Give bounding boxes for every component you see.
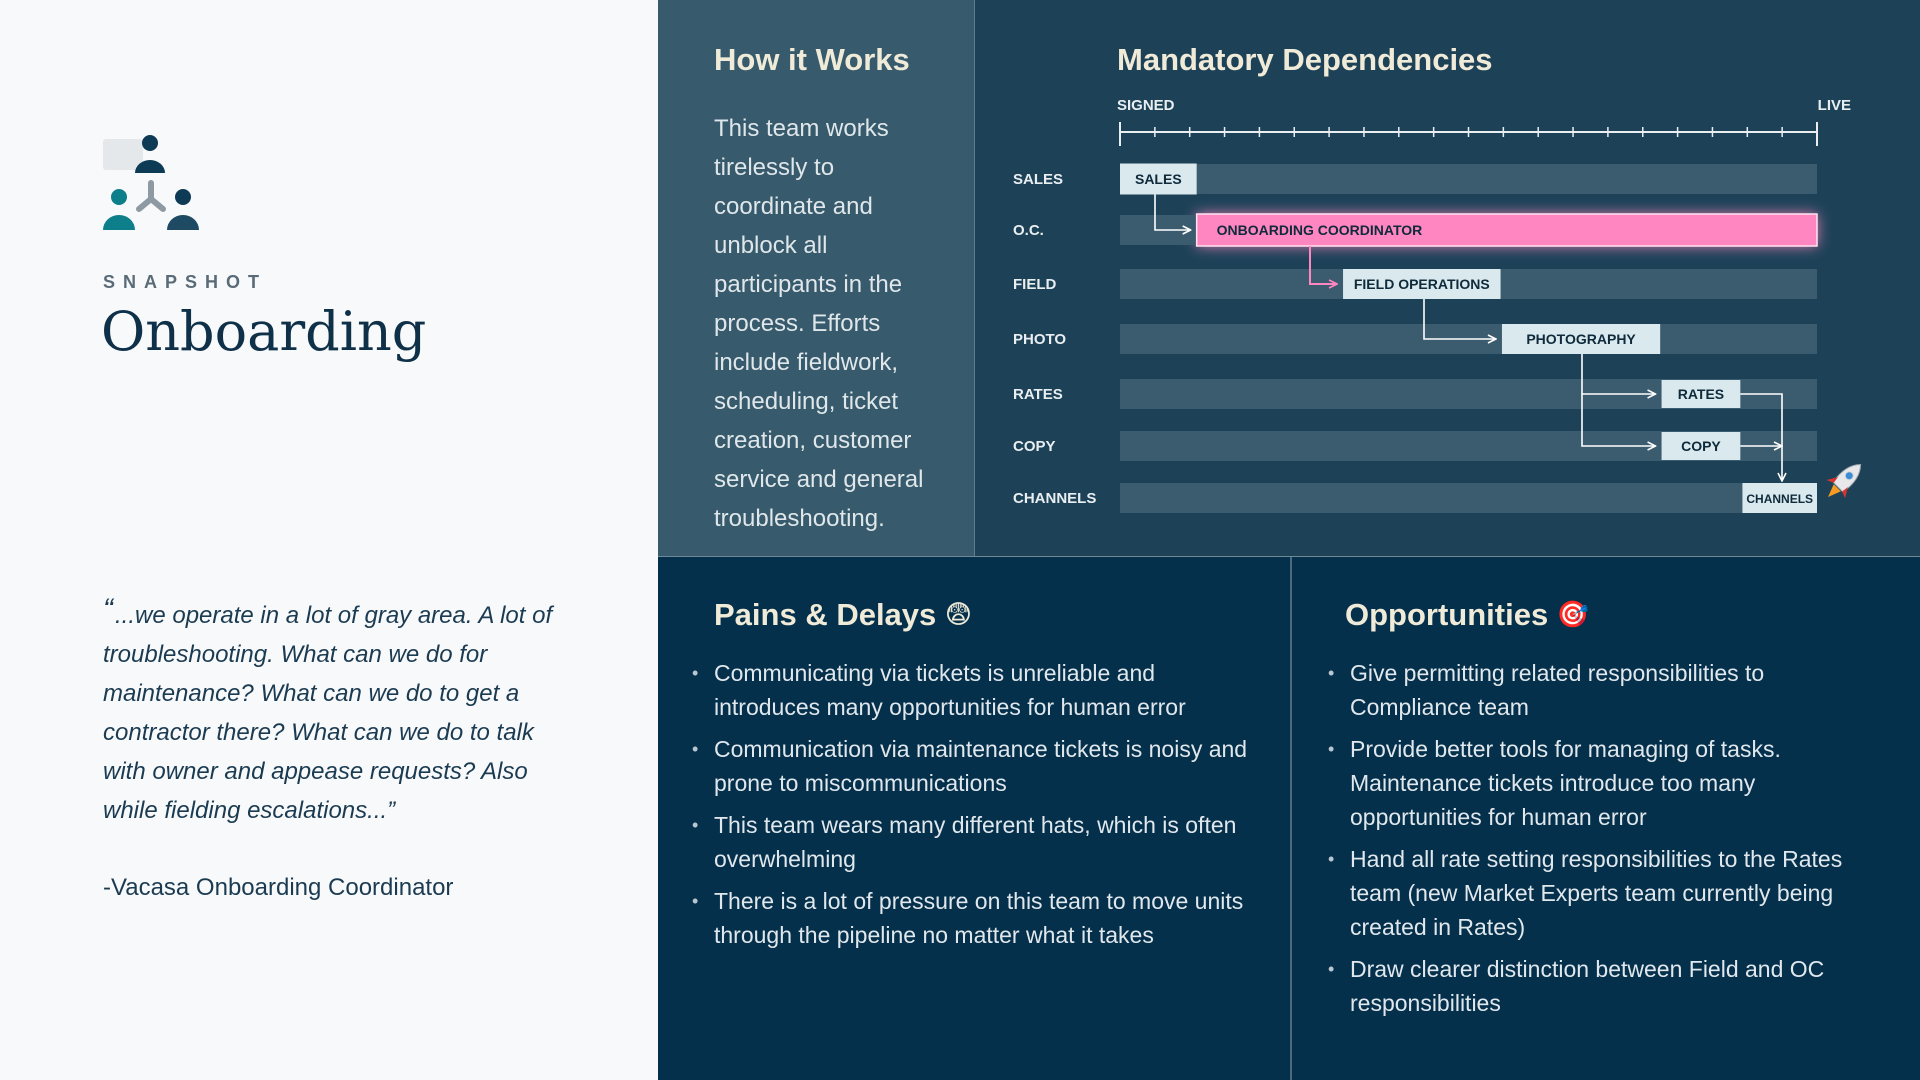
pains-title: [714, 597, 972, 633]
dependency-timeline: [975, 0, 1920, 556]
opportunities-title-text: Opportunities: [1345, 597, 1549, 632]
pains-list: [692, 656, 1262, 960]
target-icon: 🎯: [1556, 600, 1590, 630]
task-label: RATES: [1677, 386, 1725, 402]
snapshot-kicker: SNAPSHOT: [103, 272, 268, 292]
row-track: [1120, 164, 1817, 194]
task-label: FIELD OPERATIONS: [1353, 276, 1490, 292]
quote-mark: “: [103, 593, 113, 626]
row-label: SALES: [1013, 171, 1064, 188]
list-item: • Draw clearer distinction between Field and OC responsibilities: [1328, 952, 1888, 1020]
testimonial-quote: [103, 590, 563, 830]
list-item: • Hand all rate setting responsibilities to the Rates team (new Market Experts team currently being created in Rates): [1328, 842, 1888, 944]
left-panel: [0, 0, 658, 1080]
opportunities-list: [1328, 656, 1888, 1028]
task-label: COPY: [1681, 438, 1721, 454]
page-title: Onboarding: [101, 300, 427, 363]
task-label: CHANNELS: [1746, 492, 1814, 506]
row-label: PHOTO: [1013, 331, 1067, 348]
dependencies-title: Mandatory Dependencies: [1117, 42, 1493, 77]
opportunities-title: [1345, 597, 1589, 633]
row-label: COPY: [1013, 438, 1056, 455]
pains-title-text: Pains & Delays: [714, 597, 937, 632]
task-label: SALES: [1134, 171, 1182, 187]
task-label: PHOTOGRAPHY: [1526, 331, 1636, 347]
timeline-start-label: SIGNED: [1117, 97, 1175, 114]
timeline-end-label: LIVE: [1817, 97, 1851, 114]
team-icon: [103, 133, 203, 233]
task-label: ONBOARDING COORDINATOR: [1216, 222, 1423, 238]
quote-text: ...we operate in a lot of gray area. A lot of troubleshooting. What can we do for maintenance? What can we do to get a contractor there? What can we do to talk with owner and appease requests? Also while fielding escalations...”: [103, 602, 553, 824]
list-item: • This team wears many different hats, which is often overwhelming: [692, 808, 1262, 876]
row-label: CHANNELS: [1013, 490, 1097, 507]
list-item: • Give permitting related responsibilities to Compliance team: [1328, 656, 1888, 724]
quote-attribution: -Vacasa Onboarding Coordinator: [103, 874, 454, 901]
rocket-icon: [1819, 455, 1870, 506]
list-item: • Provide better tools for managing of tasks. Maintenance tickets introduce too many opportunities for human error: [1328, 732, 1888, 834]
row-label: O.C.: [1013, 222, 1044, 239]
how-it-works-body: This team works tirelessly to coordinate and unblock all participants in the process. Efforts include fieldwork, scheduling, ticket creation, customer service and general troubleshooting.: [714, 115, 924, 532]
list-item: • Communicating via tickets is unreliable and introduces many opportunities for human error: [692, 656, 1262, 724]
how-it-works-title: How it Works: [714, 42, 910, 77]
list-item: • Communication via maintenance tickets is noisy and prone to miscommunications: [692, 732, 1262, 800]
row-label: FIELD: [1013, 276, 1057, 293]
row-label: RATES: [1013, 386, 1063, 403]
list-item: • There is a lot of pressure on this team to move units through the pipeline no matter what it takes: [692, 884, 1262, 952]
fearful-face-icon: 😨: [944, 600, 973, 630]
row-track: [1120, 483, 1817, 513]
timeline-axis: [1120, 122, 1817, 146]
